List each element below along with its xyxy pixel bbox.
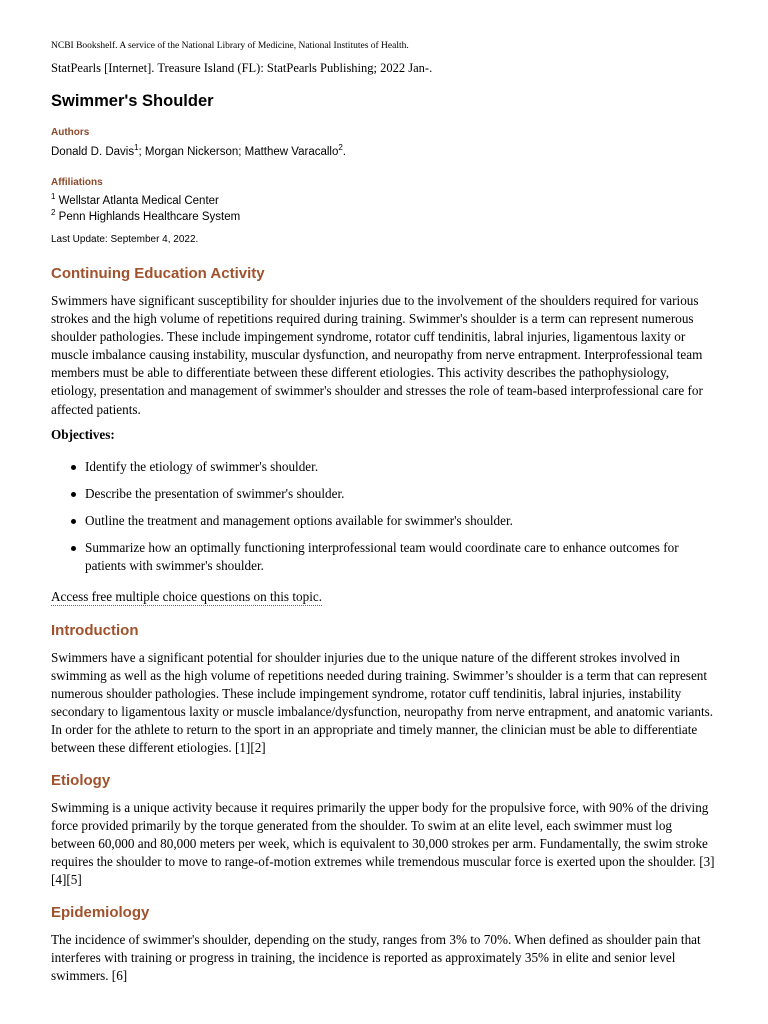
section-heading-ce: Continuing Education Activity: [51, 265, 265, 282]
objectives-label: Objectives:: [51, 427, 115, 442]
affiliation-number: 2: [51, 208, 56, 218]
authors-tail: .: [342, 146, 347, 158]
objective-item: [85, 512, 715, 530]
affiliation-number: 1: [51, 192, 56, 202]
bookshelf-notice: NCBI Bookshelf. A service of the National Library of Medicine, National Institutes of Health.: [51, 41, 409, 51]
objective-item: [85, 458, 715, 476]
page-title: Swimmer's Shoulder: [51, 92, 214, 110]
etiology-paragraph: Swimming is a unique activity because it requires primarily the upper body for the propulsive force, with 90% of the driving force provided primarily by the torque generated from the shoulder. To swim at an elite level, each swimmer must log between 60,000 and 80,000 meters per week, which is equivalent to 30,000 strokes per arm. Fundamentally, the swim stroke requires the shoulder to move to range-of-motion extremes while tremendous muscular force is exerted upon the shoulder. [3][4][5]: [51, 800, 715, 888]
objective-text: Identify the etiology of swimmer's shoulder.: [85, 459, 319, 474]
introduction-paragraph: Swimmers have a significant potential for shoulder injuries due to the unique nature of the different strokes involved in swimming as well as the high volume of repetitions needed during training. Swimmer’s shoulder is a term that can represent numerous shoulder pathologies. These include impingement syndrome, rotator cuff tendinitis, labral injuries, instability secondary to ligamentous laxity or muscle imbalance/dysfunction, neuropathy from nerve entrapment, and anatomic variants. In order for the athlete to return to the sport in an appropriate and timely manner, the clinician must be able to differentiate between these different etiologies. [1][2]: [51, 650, 714, 756]
bullet-icon: [71, 492, 76, 497]
mcq-link[interactable]: Access free multiple choice questions on this topic.: [51, 589, 323, 604]
bullet-icon: [71, 465, 76, 470]
affiliations-label: Affiliations: [51, 177, 103, 188]
author-sup: 2: [338, 143, 343, 153]
objective-text: Outline the treatment and management options available for swimmer's shoulder.: [85, 513, 513, 528]
affiliation-name: Wellstar Atlanta Medical Center: [58, 195, 219, 207]
authors-label: Authors: [51, 127, 90, 138]
author-names: ; Morgan Nickerson; Matthew Varacallo: [138, 146, 339, 158]
affiliation-item: [51, 208, 241, 223]
section-heading-etiology: Etiology: [51, 772, 111, 789]
author-sup: 1: [134, 143, 139, 153]
affiliation-item: [51, 192, 219, 207]
objective-text: Summarize how an optimally functioning interprofessional team would coordinate care to enhance outcomes for patients with swimmer's shoulder.: [85, 540, 679, 574]
authors-list: [51, 143, 347, 158]
ce-paragraph: Swimmers have significant susceptibility for shoulder injuries due to the involvement of the shoulders required for various strokes and the high volume of repetitions required during training. Swimmer's shoulder is a term can represent numerous shoulder pathologies. These include impingement syndrome, rotator cuff tendinitis, labral injuries, ligamentous laxity or muscle imbalance causing instability, muscular dysfunction, and neuropathy from nerve entrapment. Interprofessional team members must be able to differentiate between these different etiologies. This activity describes the pathophysiology, etiology, presentation and management of swimmer's shoulder and stresses the role of team-based interprofessional care for affected patients.: [51, 293, 703, 417]
objective-item: [85, 539, 715, 575]
citation: StatPearls [Internet]. Treasure Island (FL): StatPearls Publishing; 2022 Jan-.: [51, 61, 433, 75]
section-heading-epidemiology: Epidemiology: [51, 904, 150, 921]
epidemiology-paragraph: The incidence of swimmer's shoulder, depending on the study, ranges from 3% to 70%. When defined as shoulder pain that interferes with training or progress in training, the incidence is reported as approximately 35% in elite and senior level swimmers. [6]: [51, 932, 701, 984]
last-update: Last Update: September 4, 2022.: [51, 234, 199, 245]
affiliation-name: Penn Highlands Healthcare System: [58, 211, 241, 223]
objective-text: Describe the presentation of swimmer's shoulder.: [85, 486, 345, 501]
objective-item: [85, 485, 715, 503]
bullet-icon: [71, 546, 76, 551]
section-heading-introduction: Introduction: [51, 622, 139, 639]
author-name: Donald D. Davis: [51, 146, 135, 158]
bullet-icon: [71, 519, 76, 524]
